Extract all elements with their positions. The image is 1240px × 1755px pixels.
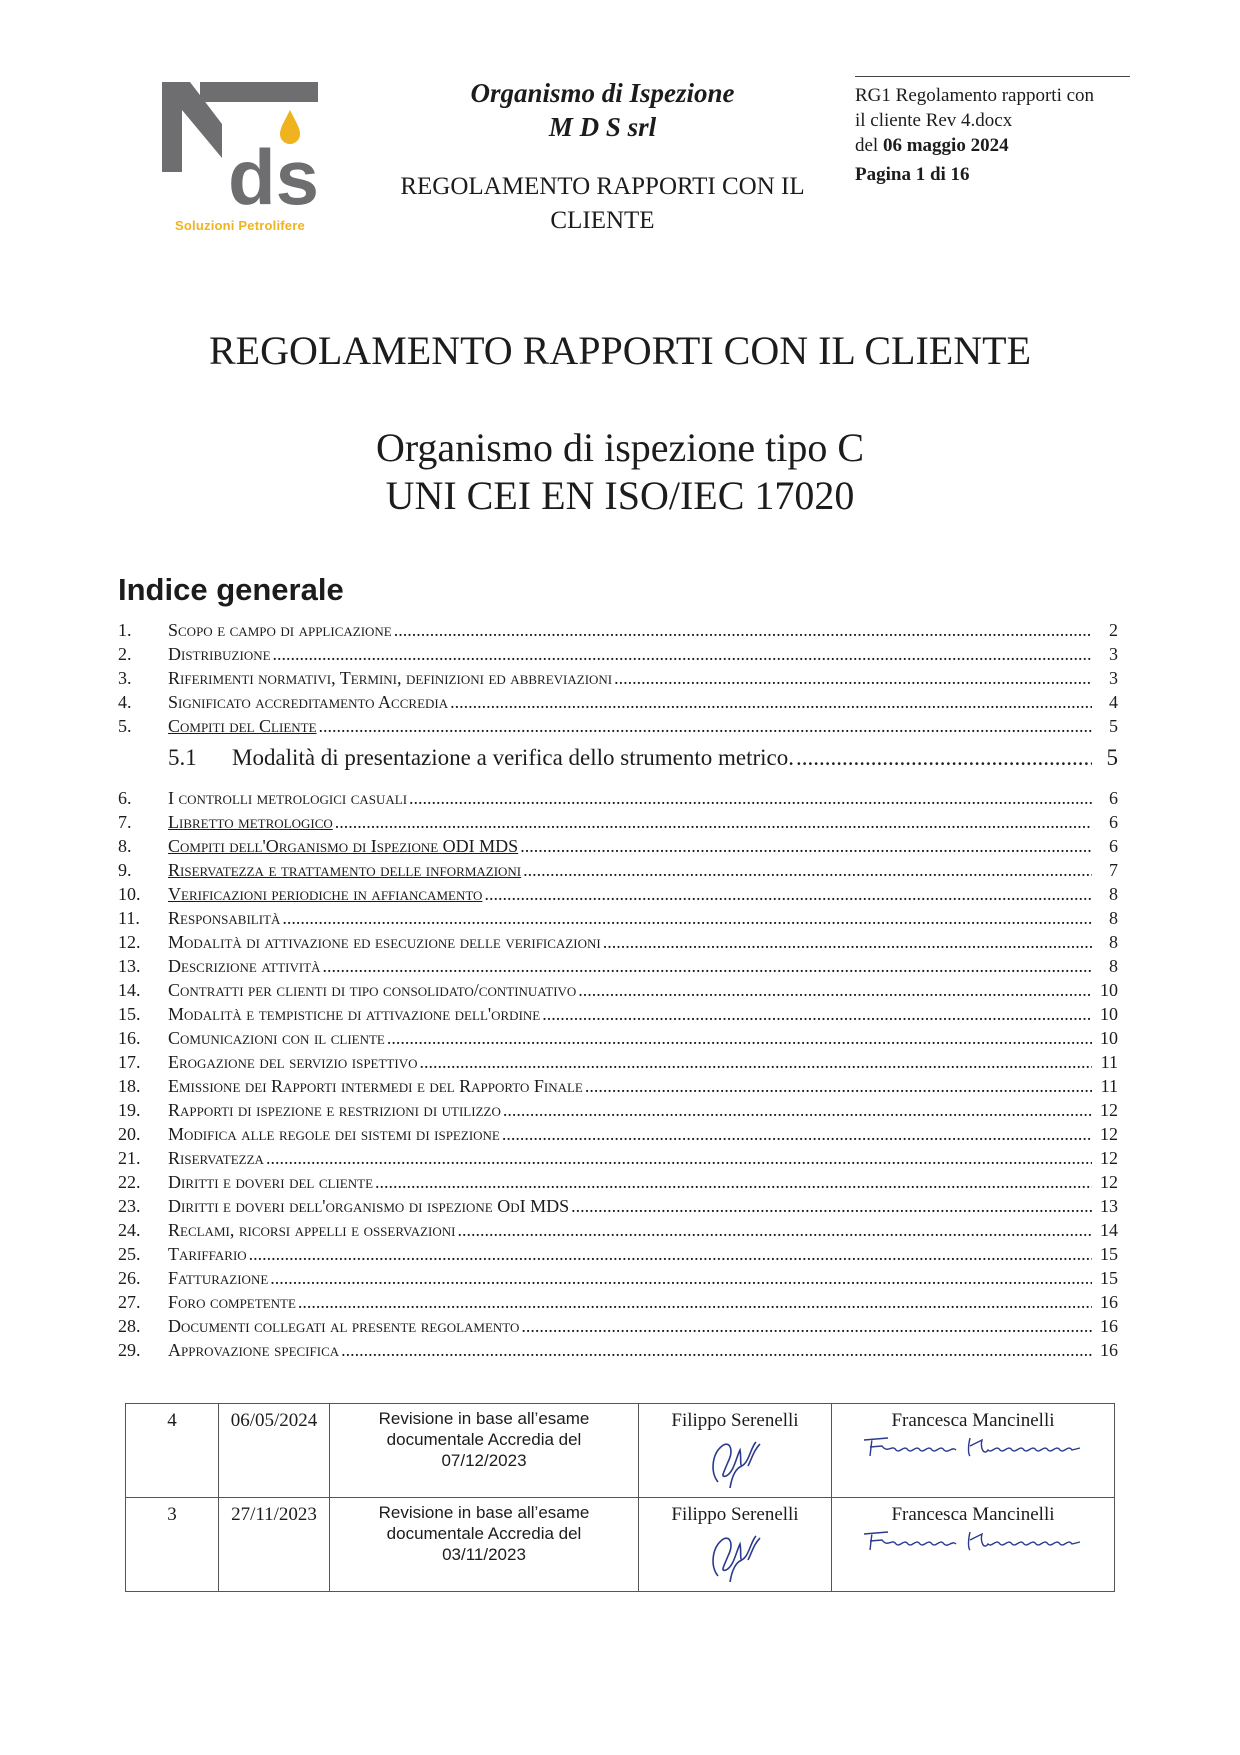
toc-entry-page: 16 (1100, 1340, 1118, 1360)
toc-entry-page: 4 (1109, 692, 1118, 712)
toc-entry-page: 12 (1100, 1100, 1118, 1120)
toc-entry-page: 12 (1100, 1172, 1118, 1192)
table-of-contents (118, 620, 1118, 1364)
header-doc-title-line2: CLIENTE (550, 207, 655, 234)
toc-entry-number: 25. (118, 1244, 141, 1264)
revision-description-line3: 03/11/2023 (442, 1545, 526, 1564)
revision-description-line2: documentale Accredia del (386, 1430, 582, 1449)
toc-entry-number: 27. (118, 1292, 141, 1312)
toc-entry-number: 5.1 (168, 745, 197, 770)
toc-entry-title: Emissione dei Rapporti intermedi e del Rapporto Finale (168, 1076, 583, 1096)
revision-prepared-by (639, 1498, 832, 1592)
toc-entry-page: 16 (1100, 1316, 1118, 1336)
toc-entry-title: Approvazione specifica (168, 1340, 340, 1360)
toc-entry-page: 11 (1100, 1052, 1118, 1072)
toc-entry-number: 12. (118, 932, 141, 952)
toc-entry-title: Modalità e tempistiche di attivazione dell'ordine (168, 1004, 541, 1024)
toc-entry-number: 3. (118, 668, 132, 688)
toc-entry-page: 8 (1109, 908, 1118, 928)
toc-entry-number: 29. (118, 1340, 141, 1360)
header-center (350, 76, 855, 238)
toc-entry-page: 3 (1109, 644, 1118, 664)
revision-row (126, 1404, 1115, 1498)
toc-entry-title: Responsabilità (168, 908, 281, 928)
toc-entry-number: 8. (118, 836, 132, 856)
revision-description (330, 1498, 639, 1592)
toc-entry-number: 24. (118, 1220, 141, 1240)
toc-entry-title: Riservatezza (168, 1148, 264, 1168)
toc-entry-number: 7. (118, 812, 132, 832)
toc-entry[interactable] (118, 620, 1118, 644)
toc-entry[interactable] (118, 692, 1118, 716)
toc-entry-number: 15. (118, 1004, 141, 1024)
toc-dot-leader (419, 1052, 1092, 1073)
toc-entry[interactable] (118, 788, 1118, 812)
toc-dot-leader (282, 908, 1092, 929)
revision-number: 4 (126, 1404, 219, 1498)
toc-entry-title: Riferimenti normativi, Termini, definizioni ed abbreviazioni (168, 668, 613, 688)
toc-dot-leader (502, 1124, 1092, 1145)
toc-entry[interactable] (118, 716, 1118, 740)
doc-code-line2: il cliente Rev 4.docx (855, 110, 1013, 131)
toc-entry[interactable] (118, 1244, 1118, 1268)
signature-mancinelli (858, 1432, 1088, 1462)
toc-entry[interactable] (118, 1148, 1118, 1172)
toc-entry[interactable] (118, 1100, 1118, 1124)
revision-date: 27/11/2023 (219, 1498, 330, 1592)
toc-entry-page: 7 (1109, 860, 1118, 880)
toc-dot-leader (335, 812, 1092, 833)
toc-dot-leader (503, 1100, 1092, 1121)
toc-entry[interactable] (118, 1172, 1118, 1196)
toc-dot-leader (578, 980, 1092, 1001)
toc-entry-title: Modalità di presentazione a verifica dello strumento metrico. (232, 745, 795, 770)
toc-entry-title: Significato accreditamento Accredia (168, 692, 449, 712)
toc-entry-page: 16 (1100, 1292, 1118, 1312)
toc-entry-title: Riservatezza e trattamento delle informazioni (168, 860, 522, 880)
toc-dot-leader (571, 1196, 1092, 1217)
toc-entry-title: Contratti per clienti di tipo consolidato/continuativo (168, 980, 577, 1000)
toc-entry[interactable] (118, 812, 1118, 836)
toc-entry[interactable] (118, 1220, 1118, 1244)
toc-entry[interactable] (118, 1292, 1118, 1316)
toc-dot-leader (298, 1292, 1092, 1313)
toc-entry[interactable] (118, 1340, 1118, 1364)
toc-entry-page: 8 (1109, 884, 1118, 904)
toc-entry-number: 22. (118, 1172, 141, 1192)
toc-entry-page: 2 (1109, 620, 1118, 640)
toc-entry-title: Compiti dell'Organismo di Ispezione ODI MDS (168, 836, 519, 856)
toc-entry-number: 21. (118, 1148, 141, 1168)
logo-text: ds (228, 133, 320, 215)
toc-entry-page: 15 (1100, 1244, 1118, 1264)
toc-entry-title: Descrizione attività (168, 956, 321, 976)
toc-entry-number: 16. (118, 1028, 141, 1048)
toc-dot-leader (585, 1076, 1092, 1097)
toc-entry-number: 26. (118, 1268, 141, 1288)
toc-entry-page: 12 (1100, 1124, 1118, 1144)
org-name-line1: Organismo di Ispezione (470, 78, 735, 108)
toc-entry-title: Foro competente (168, 1292, 296, 1312)
doc-code-line1: RG1 Regolamento rapporti con (855, 85, 1095, 106)
main-title: REGOLAMENTO RAPPORTI CON IL CLIENTE (208, 328, 1031, 373)
toc-entry[interactable] (118, 860, 1118, 884)
toc-entry-page: 3 (1109, 668, 1118, 688)
toc-entry[interactable] (118, 644, 1118, 668)
toc-entry-title: Diritti e doveri del cliente (168, 1172, 374, 1192)
toc-entry-number: 9. (118, 860, 132, 880)
toc-dot-leader (796, 745, 1092, 771)
revision-prepared-by (639, 1404, 832, 1498)
toc-dot-leader (523, 860, 1092, 881)
toc-dot-leader (457, 1220, 1092, 1241)
toc-dot-leader (484, 884, 1092, 905)
toc-dot-leader (323, 956, 1092, 977)
toc-entry[interactable] (118, 932, 1118, 956)
toc-entry-title: Tariffario (168, 1244, 247, 1264)
toc-dot-leader (341, 1340, 1092, 1361)
toc-dot-leader (270, 1268, 1092, 1289)
org-name-line2: M D S srl (548, 112, 657, 142)
revision-description-line1: Revisione in base all’esame (378, 1503, 590, 1522)
toc-entry-number: 10. (118, 884, 141, 904)
toc-entry[interactable] (118, 1052, 1118, 1076)
index-heading: Indice generale (118, 572, 344, 607)
toc-entry-page: 10 (1100, 980, 1118, 1000)
revision-table (125, 1403, 1115, 1592)
toc-entry[interactable] (118, 1316, 1118, 1340)
header-doc-title (350, 170, 855, 238)
toc-entry[interactable] (118, 956, 1118, 980)
toc-entry[interactable] (118, 1076, 1118, 1100)
toc-dot-leader (394, 620, 1092, 641)
header-doc-title-line1: REGOLAMENTO RAPPORTI CON IL (400, 173, 805, 200)
revision-description-line3: 07/12/2023 (441, 1451, 527, 1470)
toc-entry-title: Libretto metrologico (168, 812, 333, 832)
revision-date: 06/05/2024 (219, 1404, 330, 1498)
toc-dot-leader (409, 788, 1092, 809)
toc-entry-number: 1. (118, 620, 132, 640)
toc-entry-title: Diritti e doveri dell'organismo di ispezione OdI MDS (168, 1196, 570, 1216)
toc-dot-leader (387, 1028, 1092, 1049)
subtitle (0, 424, 1240, 520)
toc-dot-leader (375, 1172, 1092, 1193)
toc-dot-leader (249, 1244, 1092, 1265)
toc-entry-number: 19. (118, 1100, 141, 1120)
toc-entry-title: Comunicazioni con il cliente (168, 1028, 385, 1048)
toc-entry-page: 12 (1100, 1148, 1118, 1168)
revision-description (330, 1404, 639, 1498)
toc-entry-page: 6 (1109, 836, 1118, 856)
signature-serenelli (690, 1432, 780, 1490)
toc-entry[interactable] (118, 668, 1118, 692)
toc-entry-title: Modifica alle regole dei sistemi di ispezione (168, 1124, 500, 1144)
subtitle-line1: Organismo di ispezione tipo C (375, 425, 865, 470)
toc-entry-number: 14. (118, 980, 141, 1000)
prepared-by-name: Filippo Serenelli (671, 1504, 799, 1525)
toc-entry[interactable] (118, 1268, 1118, 1292)
toc-entry-title: Scopo e campo di applicazione (168, 620, 392, 640)
signature-serenelli (690, 1526, 780, 1584)
toc-entry-number: 11. (118, 908, 140, 928)
toc-entry-title: Erogazione del servizio ispettivo (168, 1052, 418, 1072)
toc-dot-leader (450, 692, 1092, 713)
toc-entry-title: I controlli metrologici casuali (168, 788, 408, 808)
toc-entry-page: 5 (1106, 745, 1118, 770)
revision-approved-by (832, 1498, 1115, 1592)
revision-row (126, 1498, 1115, 1592)
toc-entry-page: 8 (1109, 932, 1118, 952)
signature-mancinelli (858, 1526, 1088, 1556)
toc-entry-page: 6 (1109, 812, 1118, 832)
logo-tagline: Soluzioni Petrolifere (175, 218, 305, 233)
toc-entry-page: 5 (1109, 716, 1118, 736)
toc-entry-title: Rapporti di ispezione e restrizioni di utilizzo (168, 1100, 501, 1120)
toc-entry-number: 18. (118, 1076, 141, 1096)
toc-entry-title: Documenti collegati al presente regolamento (168, 1316, 520, 1336)
toc-entry[interactable] (118, 740, 1118, 776)
subtitle-line2: UNI CEI EN ISO/IEC 17020 (385, 473, 855, 518)
toc-entry-page: 15 (1100, 1268, 1118, 1288)
toc-entry-number: 20. (118, 1124, 141, 1144)
toc-dot-leader (273, 644, 1092, 665)
toc-dot-leader (266, 1148, 1092, 1169)
toc-entry-title: Distribuzione (168, 644, 271, 664)
toc-dot-leader (520, 836, 1092, 857)
toc-entry[interactable] (118, 1124, 1118, 1148)
approved-by-name: Francesca Mancinelli (891, 1410, 1055, 1431)
toc-entry-number: 13. (118, 956, 141, 976)
toc-entry-title: Compiti del Cliente (168, 716, 317, 736)
mds-logo-icon (160, 80, 320, 215)
doc-date (855, 133, 1130, 158)
page-number: Pagina 1 di 16 (855, 164, 970, 185)
toc-entry-title: Verificazioni periodiche in affiancamento (168, 884, 483, 904)
toc-entry-number: 23. (118, 1196, 141, 1216)
doc-date-value: 06 maggio 2024 (882, 135, 1009, 156)
toc-entry[interactable] (118, 980, 1118, 1004)
toc-entry-number: 5. (118, 716, 132, 736)
toc-dot-leader (614, 668, 1092, 689)
toc-entry-page: 8 (1109, 956, 1118, 976)
toc-entry-number: 6. (118, 788, 132, 808)
toc-entry-page: 10 (1100, 1004, 1118, 1024)
toc-entry[interactable] (118, 836, 1118, 860)
toc-entry-title: Modalità di attivazione ed esecuzione delle verificazioni (168, 932, 601, 952)
toc-entry-number: 28. (118, 1316, 141, 1336)
toc-entry-page: 14 (1100, 1220, 1118, 1240)
toc-entry-page: 10 (1100, 1028, 1118, 1048)
toc-entry-number: 17. (118, 1052, 141, 1072)
toc-dot-leader (319, 716, 1092, 737)
toc-entry-page: 6 (1109, 788, 1118, 808)
toc-dot-leader (521, 1316, 1092, 1337)
toc-entry[interactable] (118, 1028, 1118, 1052)
toc-entry-page: 11 (1100, 1076, 1118, 1096)
doc-date-prefix: del (855, 135, 883, 156)
toc-entry[interactable] (118, 1004, 1118, 1028)
revision-description-line2: documentale Accredia del (386, 1524, 582, 1543)
toc-entry-page: 13 (1100, 1196, 1118, 1216)
toc-dot-leader (542, 1004, 1092, 1025)
toc-entry-number: 2. (118, 644, 132, 664)
toc-spacer (118, 776, 1118, 788)
approved-by-name: Francesca Mancinelli (891, 1504, 1055, 1525)
toc-entry-title: Reclami, ricorsi appelli e osservazioni (168, 1220, 456, 1240)
revision-number: 3 (126, 1498, 219, 1592)
toc-dot-leader (603, 932, 1092, 953)
toc-entry[interactable] (118, 1196, 1118, 1220)
header-doc-info (855, 76, 1130, 187)
company-logo (160, 80, 320, 240)
revision-approved-by (832, 1404, 1115, 1498)
prepared-by-name: Filippo Serenelli (671, 1410, 799, 1431)
toc-entry-number: 4. (118, 692, 132, 712)
toc-entry-title: Fatturazione (168, 1268, 269, 1288)
toc-entry[interactable] (118, 908, 1118, 932)
toc-entry[interactable] (118, 884, 1118, 908)
revision-description-line1: Revisione in base all’esame (378, 1409, 590, 1428)
